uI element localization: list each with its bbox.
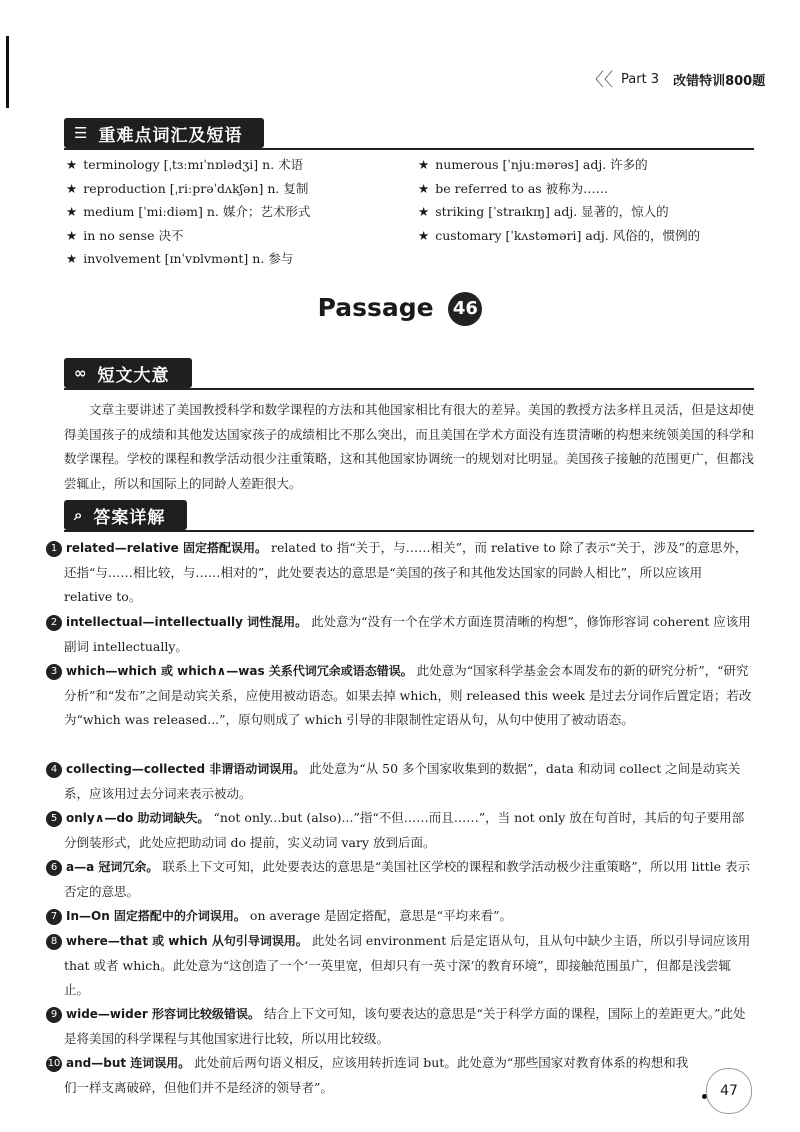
list-icon: ☰: [74, 124, 89, 142]
star-icon: ★: [66, 251, 78, 266]
page-number: 47: [706, 1068, 752, 1114]
star-icon: ★: [418, 227, 430, 243]
header-part: Part 3: [621, 71, 660, 87]
answer-head: and—but 连词误用。: [66, 1056, 191, 1070]
answer-head: collecting—collected 非谓语动词误用。: [66, 762, 306, 776]
answer-number: 9: [46, 1007, 62, 1023]
answer-text: related to 指“关于，与……相关”，而 relative to 除了表示“关于，涉及”的意思外，还指“与……相比较，与……相对的”，此处要表达的意思是“美国的孩子和其他发达国家的同龄人相比”，所以应该用 relative to。: [64, 540, 748, 604]
star-icon: ★: [418, 204, 430, 219]
answer-number: 6: [46, 860, 62, 876]
vocab-list-right: [418, 153, 758, 247]
answer-number: 1: [46, 541, 62, 557]
answer-text: 联系上下文可知，此处要表达的意思是“美国社区学校的课程和教学活动极少注重策略”，所以用 little 表示否定的意思。: [64, 859, 751, 899]
vocab-list-left: [66, 153, 406, 271]
passage-number-badge: 46: [448, 292, 482, 326]
answer-number: 7: [46, 909, 62, 925]
page-header: [586, 66, 765, 92]
star-icon: ★: [66, 204, 78, 219]
vocab-item: ★ numerous [ˈnjuːmərəs] adj. 许多的: [418, 157, 648, 172]
answers-section-title: 答案详解: [93, 507, 166, 528]
answer-head: wide—wider 形容词比较级错误。: [66, 1007, 260, 1021]
header-bracket-icon: 〈〈: [586, 70, 613, 91]
answer-item: [47, 1051, 694, 1100]
answer-number: 5: [46, 811, 62, 827]
answer-text: “not only...but (also)...”指“不但……而且……”，当 not only 放在句首时，其后的句子要用部分倒装形式，此处应把助动词 do 提前，实义动词 vary 放到后面。: [64, 810, 745, 850]
answer-text: 此处意为“没有一个在学术方面连贯清晰的构想”，修饰形容词 coherent 应该用副词 intellectually。: [64, 614, 751, 654]
answer-text: on average 是固定搭配，意思是“平均来看”。: [249, 908, 512, 923]
answer-text: 结合上下文可知，该句要表达的意思是“关于科学方面的课程，国际上的差距更大。”此处是将美国的科学课程与其他国家进行比较，所以用比较级。: [64, 1006, 746, 1046]
answer-item: [50, 659, 754, 733]
star-icon: ★: [66, 227, 78, 243]
star-icon: ★: [66, 157, 78, 172]
page-edge-bar: [6, 36, 9, 108]
answer-item: [50, 929, 754, 1003]
vocab-section-title: 重难点词汇及短语: [98, 125, 243, 146]
answer-item: [50, 536, 754, 610]
summary-section-header: [64, 358, 754, 390]
answer-text: 此处前后两句语义相反，应该用转折连词 but。此处意为“那些国家对教育体系的构想和我们一样支离破碎，但他们并不是经济的领导者”。: [64, 1055, 689, 1095]
section-rule: [64, 530, 754, 532]
answer-item: [50, 610, 754, 659]
answer-head: only∧—do 助动词缺失。: [66, 811, 210, 825]
answers-section-label: [64, 500, 187, 530]
answer-head: which—which 或 which∧—was 关系代词冗余或语态错误。: [66, 664, 413, 678]
answer-head: where—that 或 which 从句引导词误用。: [66, 934, 308, 948]
answer-text: 此处意为“从 50 多个国家收集到的数据”，data 和动词 collect 之间是动宾关系，应该用过去分词来表示被动。: [64, 761, 741, 801]
vocab-item: ★ reproduction [ˌriːprəˈdʌkʃən] n. 复制: [66, 180, 309, 196]
vocab-item: ★ terminology [ˌtɜːmɪˈnɒlədʒi] n. 术语: [66, 157, 304, 172]
answer-number: 10: [46, 1056, 62, 1072]
answer-item: [50, 904, 754, 929]
answer-text: 此处名词 environment 后是定语从句，且从句中缺少主语，所以引导词应该用 that 或者 which。此处意为“这创造了一个‘一英里宽，但却只有一英寸深’的教育环境”，即接触范围虽广，但都是浅尝辄止。: [64, 933, 751, 997]
answer-head: In—On 固定搭配中的介词误用。: [66, 909, 246, 923]
section-rule: [64, 148, 754, 150]
link-icon: ∞: [74, 364, 88, 382]
answer-item: [50, 1002, 754, 1051]
summary-section-label: [64, 358, 192, 388]
vocab-section-label: [64, 118, 264, 148]
answer-head: intellectual—intellectually 词性混用。: [66, 615, 308, 629]
answer-text: 此处意为“国家科学基金会本周发布的新的研究分析”，“研究分析”和“发布”之间是动宾关系，应使用被动语态。如果去掉 which，则 released this week 是过去分词作后置定语；若改为“which was released...”，原句则成了 which 引导的非限制性定语从句，从句中使用了被动语态。: [64, 663, 752, 727]
answer-number: 8: [46, 934, 62, 950]
answer-number: 4: [46, 762, 62, 778]
summary-text: 文章主要讲述了美国教授科学和数学课程的方法和其他国家相比有很大的差异。美国的教授方法多样且灵活，但是这却使得美国孩子的成绩和其他发达国家孩子的成绩相比不那么突出，而且美国在学术方面没有连贯清晰的构想来统领美国的科学和数学课程。学校的课程和教学活动很少注重策略，这和其他国家协调统一的规划对比明显。美国孩子接触的范围更广，但都浅尝辄止，所以和国际上的同龄人差距很大。: [64, 402, 754, 491]
vocab-item: ★ striking [ˈstraɪkɪŋ] adj. 显著的，惊人的: [418, 204, 669, 219]
vocab-section-header: [64, 118, 754, 150]
answer-head: related—relative 固定搭配误用。: [66, 541, 267, 555]
header-title: 改错特训800题: [673, 73, 766, 89]
star-icon: ★: [418, 157, 430, 172]
vocab-item: ★ involvement [ɪnˈvɒlvmənt] n. 参与: [66, 251, 294, 266]
section-rule: [64, 388, 754, 390]
vocab-item: ★ customary [ˈkʌstəməri] adj. 风俗的，惯例的: [418, 227, 701, 243]
star-icon: ★: [66, 180, 78, 196]
answers-section-header: [64, 500, 754, 532]
passage-title: [0, 292, 800, 326]
answer-item: [50, 757, 754, 806]
magnifier-icon: ⌕: [74, 506, 84, 524]
summary-section-title: 短文大意: [97, 365, 170, 386]
star-icon: ★: [418, 180, 430, 196]
passage-label: Passage: [317, 293, 434, 322]
answer-item: [50, 806, 754, 855]
vocab-item: ★ medium [ˈmiːdiəm] n. 媒介；艺术形式: [66, 204, 311, 219]
vocab-item: ★ in no sense 决不: [66, 227, 184, 243]
answer-number: 2: [46, 615, 62, 631]
answer-head: a—a 冠词冗余。: [66, 860, 159, 874]
vocab-item: ★ be referred to as 被称为……: [418, 180, 609, 196]
answer-number: 3: [46, 664, 62, 680]
answer-item: [50, 855, 754, 904]
